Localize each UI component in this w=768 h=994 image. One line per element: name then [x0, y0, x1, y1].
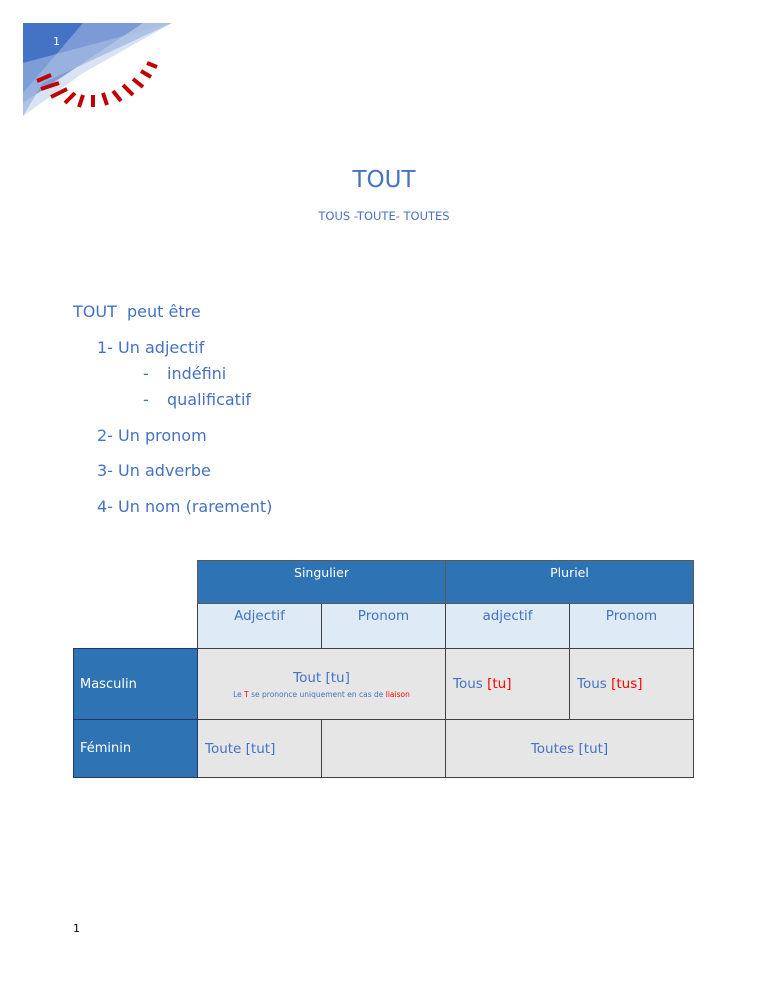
subheader-row — [74, 604, 694, 649]
note-text: se prononce uniquement en cas de — [248, 689, 386, 699]
empty-corner — [74, 604, 198, 649]
list-item-adjectif: 1- Un adjectif — [97, 338, 205, 357]
header-row — [74, 561, 694, 604]
note-liaison: liaison — [385, 689, 410, 699]
cell-masculin-pluriel-pronom — [570, 649, 694, 720]
header-singulier: Singulier — [198, 561, 446, 604]
cell-masculin-pluriel-adjectif — [446, 649, 570, 720]
row-label-feminin: Féminin — [74, 720, 198, 778]
row-masculin — [74, 649, 694, 720]
page-title: TOUT — [352, 167, 416, 193]
sub-item-label: indéfini — [167, 364, 227, 383]
subheader-pluriel-adjectif: adjectif — [446, 604, 570, 649]
header-pluriel: Pluriel — [446, 561, 694, 604]
empty-corner — [74, 561, 198, 604]
phonetic: [tus] — [611, 676, 643, 692]
liaison-note — [198, 690, 445, 699]
logo-graphic — [23, 23, 172, 116]
word: Tous — [453, 676, 488, 692]
cell-feminin-singulier-pronom — [322, 720, 446, 778]
logo-page-number: 1 — [53, 35, 60, 48]
subheader-pluriel-pronom: Pronom — [570, 604, 694, 649]
note-letter-t: T — [244, 689, 249, 699]
intro-heading: TOUT peut être — [73, 302, 201, 321]
grammar-table — [73, 560, 694, 778]
masculin-singulier-word: Tout [tu] — [293, 669, 350, 686]
sub-item-qualificatif — [143, 390, 251, 409]
sub-item-label: qualificatif — [167, 390, 252, 409]
sub-item-indefini — [143, 364, 226, 383]
word: Tous — [577, 676, 612, 692]
footer-page-number: 1 — [73, 922, 80, 935]
dash-bullet: - — [143, 364, 149, 383]
grammaire-logo — [23, 23, 172, 116]
list-item-nom: 4- Un nom (rarement) — [97, 497, 273, 516]
note-text: Le — [233, 689, 245, 699]
cell-feminin-pluriel: Toutes [tut] — [446, 720, 694, 778]
row-label-masculin: Masculin — [74, 649, 198, 720]
cell-masculin-singulier — [198, 649, 446, 720]
subheader-singulier-adjectif: Adjectif — [198, 604, 322, 649]
phonetic: [tu] — [487, 676, 512, 692]
row-feminin — [74, 720, 694, 778]
cell-feminin-singulier-adjectif: Toute [tut] — [198, 720, 322, 778]
subheader-singulier-pronom: Pronom — [322, 604, 446, 649]
list-item-pronom: 2- Un pronom — [97, 426, 207, 445]
list-item-adverbe: 3- Un adverbe — [97, 461, 211, 480]
dash-bullet: - — [143, 390, 149, 409]
page-subtitle: TOUS -TOUTE- TOUTES — [318, 209, 450, 223]
